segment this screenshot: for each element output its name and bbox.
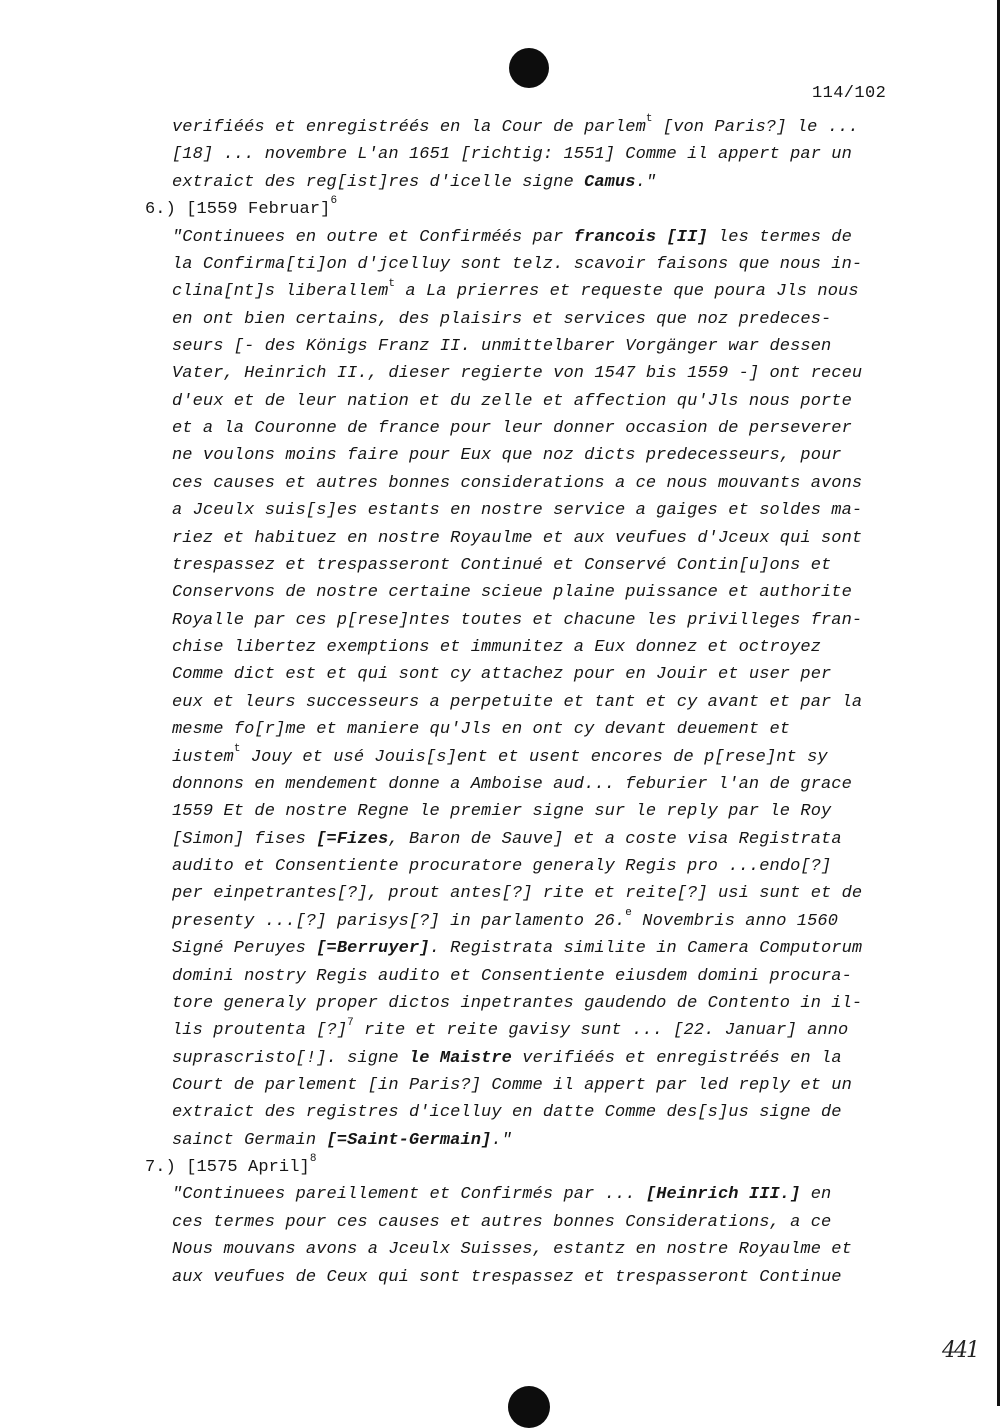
superscript: t — [645, 113, 653, 126]
text-segment: Signé Peruyes — [172, 939, 317, 959]
text-segment: ces termes pour ces causes et autres bonnes Considerations, a ce — [172, 1212, 832, 1232]
text-segment: ." — [635, 172, 657, 192]
text-segment: eux et leurs successeurs a perpetuite et tant et cy avant et par la — [172, 692, 863, 712]
handwritten-page-number: 441 — [942, 1338, 978, 1363]
text-segment: mesme fo[r]me et maniere qu'Jls en ont cy devant deuement et — [172, 720, 791, 740]
emphasized-name: [Heinrich III.] — [645, 1185, 801, 1205]
text-segment: Court de parlement [in Paris?] Comme il appert par led reply et un — [172, 1076, 852, 1095]
text-line — [172, 774, 852, 796]
text-line — [172, 801, 831, 823]
text-line — [172, 113, 859, 139]
text-line — [172, 391, 852, 413]
text-segment: Novembris anno 1560 — [631, 911, 839, 931]
text-segment: [von Paris?] le ... — [652, 118, 859, 137]
section-heading-line — [145, 1153, 317, 1179]
text-line — [172, 1212, 831, 1234]
text-line — [172, 1130, 512, 1152]
text-line — [172, 528, 862, 550]
text-segment: Jouy et usé Jouis[s]ent et usent encores de p[rese]nt sy — [240, 747, 828, 767]
text-line — [172, 418, 852, 440]
text-segment: seurs [- des Königs Franz II. unmittelbarer Vorgänger war dessen — [172, 337, 832, 356]
text-segment: donnons en mendement donne a Amboise aud... feburier l'an de grace — [172, 774, 852, 794]
superscript: 8 — [309, 1153, 317, 1166]
text-line — [172, 254, 862, 276]
text-segment: domini nostry Regis audito et Consentiente eiusdem domini procura- — [172, 966, 852, 986]
text-line — [172, 664, 831, 686]
text-segment: extraict des reg[ist]res d'icelle signe — [172, 172, 585, 192]
text-segment: verifiéés et enregistréés en la Cour de parlem — [172, 118, 646, 137]
text-segment: 7.) [1575 April] — [145, 1158, 310, 1178]
text-segment: rite et reite gavisy sunt ... [22. Januar] anno — [353, 1021, 849, 1041]
text-line — [172, 1075, 852, 1097]
text-segment: et a la Couronne de france pour leur donner occasion de perseverer — [172, 419, 852, 439]
text-line — [172, 500, 862, 522]
text-segment: a Jceulx suis[s]es estants en nostre service a gaiges et soldes ma- — [172, 501, 863, 521]
text-segment: [18] ... novembre L'an 1651 [richtig: 1551] Comme il appert par un — [172, 145, 852, 165]
text-line — [172, 309, 831, 331]
section-heading-line — [145, 195, 338, 221]
text-segment: Vater, Heinrich II., dieser regierte von 1547 bis 1559 -] ont receu — [172, 364, 863, 384]
text-segment: 1559 Et de nostre Regne le premier signe sur le reply par le Roy — [172, 802, 832, 822]
emphasized-name: [=Berruyer] — [316, 939, 430, 959]
text-segment: Comme dict est et qui sont cy attachez pour en Jouir et user per — [172, 665, 832, 685]
text-line — [172, 445, 842, 467]
superscript: t — [388, 277, 396, 290]
punch-hole-bottom — [508, 1386, 550, 1428]
text-line — [172, 856, 831, 878]
text-segment: ces causes et autres bonnes considerations a ce nous mouvants avons — [172, 473, 863, 493]
text-line — [172, 1016, 849, 1042]
text-line — [172, 172, 656, 194]
text-line — [172, 1239, 852, 1261]
text-segment: 6.) [1559 Februar] — [145, 200, 331, 220]
superscript: 6 — [330, 195, 338, 208]
text-segment: "Continuees en outre et Confirméés par — [172, 227, 574, 247]
text-segment: extraict des registres d'icelluy en datte Comme des[s]us signe de — [172, 1103, 842, 1123]
text-line — [172, 277, 859, 303]
text-segment: en — [800, 1185, 832, 1205]
text-line — [172, 473, 862, 495]
text-line — [172, 363, 862, 385]
text-segment: verifiéés et enregistréés en la — [511, 1048, 842, 1068]
text-segment: Nous mouvans avons a Jceulx Suisses, estantz en nostre Royaulme et — [172, 1240, 852, 1260]
text-segment: [Simon] fises — [172, 829, 317, 849]
punch-hole-top — [509, 48, 549, 88]
text-segment: iustem — [172, 747, 234, 767]
text-segment: clina[nt]s liberallem — [172, 282, 389, 302]
text-segment: presenty ...[?] parisys[?] in parlamento 26. — [172, 911, 626, 931]
text-segment: aux veufues de Ceux qui sont trespassez et trespasseront Continue — [172, 1267, 842, 1287]
text-line — [172, 692, 862, 714]
text-line — [172, 637, 821, 659]
text-segment: Conservons de nostre certaine scieue plaine puissance et authorite — [172, 583, 852, 603]
text-line — [172, 993, 862, 1015]
text-segment: tore generaly proper dictos inpetrantes gaudendo de Contento in il- — [172, 993, 863, 1013]
folio-number: 114/102 — [812, 84, 887, 103]
text-line — [172, 966, 852, 988]
text-line — [172, 719, 790, 741]
text-segment: trespassez et trespasseront Continué et Conservé Contin[u]ons et — [172, 555, 832, 575]
superscript: e — [625, 907, 632, 920]
emphasized-name: Camus — [584, 172, 636, 192]
text-line — [172, 582, 852, 604]
text-segment: sainct Germain — [172, 1130, 327, 1150]
text-segment: lis proutenta [?] — [172, 1021, 348, 1041]
text-segment: . Registrata similite in Camera Computorum — [429, 939, 863, 959]
emphasized-name: [=Fizes — [316, 829, 389, 849]
text-segment: en ont bien certains, des plaisirs et services que noz predeces- — [172, 309, 832, 329]
text-segment: riez et habituez en nostre Royaulme et aux veufues d'Jceux qui sont — [172, 528, 863, 548]
text-segment: "Continuees pareillement et Confirmés par ... — [172, 1185, 646, 1205]
text-segment: d'eux et de leur nation et du zelle et affection qu'Jls nous porte — [172, 391, 852, 411]
text-line — [172, 1102, 842, 1124]
emphasized-name: francois [II] — [573, 227, 708, 247]
text-line — [172, 1048, 842, 1070]
text-line — [172, 883, 862, 905]
text-segment: Royalle par ces p[rese]ntes toutes et chacune les privilleges fran- — [172, 610, 863, 630]
text-line — [172, 144, 852, 166]
text-segment: suprascristo[!]. signe — [172, 1048, 409, 1068]
superscript: t — [233, 742, 241, 755]
text-line — [172, 1184, 831, 1206]
text-line — [172, 227, 852, 249]
superscript: 7 — [347, 1016, 354, 1029]
text-segment: ne voulons moins faire pour Eux que noz dicts predecesseurs, pour — [172, 446, 842, 466]
text-segment: les termes de — [707, 227, 852, 247]
text-line — [172, 938, 862, 960]
text-segment: la Confirma[ti]on d'jcelluy sont telz. scavoir faisons que nous in- — [172, 254, 863, 274]
text-line — [172, 336, 831, 358]
emphasized-name: le Maistre — [408, 1048, 512, 1068]
text-line — [172, 1267, 842, 1289]
text-line — [172, 610, 862, 632]
text-line — [172, 742, 828, 769]
text-line — [172, 829, 842, 851]
text-segment: per einpetrantes[?], prout antes[?] rite et reite[?] usi sunt et de — [172, 884, 863, 904]
text-line — [172, 907, 839, 933]
text-segment: ." — [491, 1130, 512, 1150]
text-segment: , Baron de Sauve] et a coste visa Registrata — [388, 829, 842, 849]
text-line — [172, 555, 831, 577]
text-segment: audito et Consentiente procuratore generaly Regis pro ...endo[?] — [172, 857, 832, 876]
text-segment: chise libertez exemptions et immunitez a Eux donnez et octroyez — [172, 638, 822, 657]
text-segment: a La prierres et requeste que poura Jls nous — [395, 282, 859, 302]
emphasized-name: [=Saint-Germain] — [326, 1130, 492, 1150]
